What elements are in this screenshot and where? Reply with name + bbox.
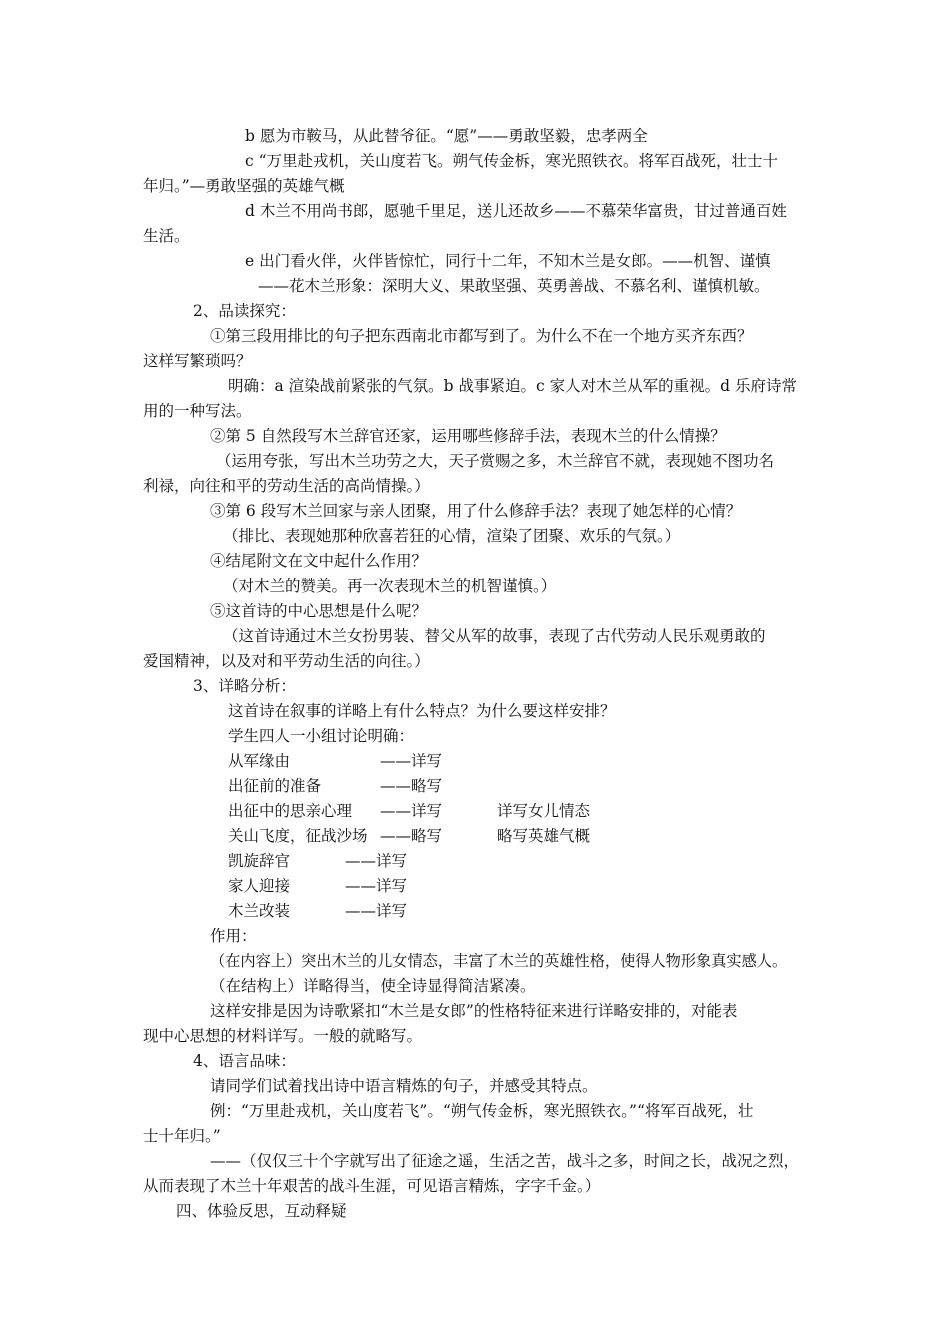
commentary-line-1: ——（仅仅三十个字就写出了征途之遥，生活之苦，战斗之多，时间之长，战况之烈， (210, 1152, 800, 1170)
analysis-item: 出征前的准备 (228, 777, 322, 795)
analysis-mark: ——详写 (345, 902, 408, 920)
analysis-mark: ——详写 (380, 752, 443, 770)
effect-structure: （在结构上）详略得当，使全诗显得简洁紧凑。 (210, 977, 536, 995)
analysis-item: 家人迎接 (228, 877, 291, 895)
question-1b: 这样写繁琐吗？ (143, 352, 252, 370)
question-5: ⑤这首诗的中心思想是什么呢？ (210, 602, 428, 620)
section-3-discussion: 学生四人一小组讨论明确： (228, 727, 415, 745)
section-4-question: 请同学们试着找出诗中语言精炼的句子，并感受其特点。 (210, 1077, 598, 1095)
answer-5b: 爱国精神，以及对和平劳动生活的向往。） (143, 652, 430, 670)
analysis-mark: ——详写 (380, 802, 443, 820)
analysis-note: 略写英雄气概 (497, 827, 591, 845)
line-e: e 出门看火伴，火伴皆惊忙，同行十二年，不知木兰是女郎。——机智、谨慎 (245, 252, 771, 270)
answer-1b: 用的一种写法。 (143, 402, 252, 420)
line-b: b 愿为市鞍马，从此替爷征。“愿”——勇敢坚毅，忠孝两全 (245, 127, 648, 145)
analysis-item: 关山飞度，征战沙场 (228, 827, 368, 845)
question-3: ③第 6 段写木兰回家与亲人团聚，用了什么修辞手法？表现了她怎样的心情？ (210, 502, 742, 520)
line-c1: c “万里赴戎机，关山度若飞。朔气传金柝，寒光照铁衣。将军百战死，壮士十 (245, 152, 779, 170)
answer-4: （对木兰的赞美。再一次表现木兰的机智谨慎。） (223, 577, 557, 595)
analysis-mark: ——略写 (380, 777, 443, 795)
section-3-question: 这首诗在叙事的详略上有什么特点？为什么要这样安排？ (228, 702, 616, 720)
part-4-heading: 四、体验反思，互动释疑 (176, 1202, 347, 1220)
question-2: ②第 5 自然段写木兰辞官还家，运用哪些修辞手法，表现木兰的什么情操？ (210, 427, 726, 445)
section-2-heading: 2、品读探究： (193, 302, 296, 320)
analysis-note: 详写女儿情态 (497, 802, 591, 820)
analysis-item: 木兰改装 (228, 902, 291, 920)
example-line-2: 士十年归。” (143, 1127, 221, 1145)
answer-1a: 明确：a 渲染战前紧张的气氛。b 战事紧迫。c 家人对木兰从军的重视。d 乐府诗常 (228, 377, 797, 395)
reason-line-1: 这样安排是因为诗歌紧扣“木兰是女郎”的性格特征来进行详略安排的，对能表 (210, 1002, 738, 1020)
answer-2a: （运用夸张，写出木兰功劳之大，天子赏赐之多，木兰辞官不就，表现她不图功名 (216, 452, 775, 470)
reason-line-2: 现中心思想的材料详写。一般的就略写。 (143, 1027, 423, 1045)
effect-content: （在内容上）突出木兰的儿女情态，丰富了木兰的英雄性格，使得人物形象真实感人。 (210, 952, 788, 970)
analysis-item: 凯旋辞官 (228, 852, 291, 870)
analysis-mark: ——略写 (380, 827, 443, 845)
analysis-mark: ——详写 (345, 852, 408, 870)
answer-3: （排比、表现她那种欣喜若狂的心情，渲染了团聚、欢乐的气氛。） (223, 527, 681, 545)
question-1a: ①第三段用排比的句子把东西南北市都写到了。为什么不在一个地方买齐东西？ (210, 327, 753, 345)
answer-5a: （这首诗通过木兰女扮男装、替父从军的故事，表现了古代劳动人民乐观勇敢的 (223, 627, 766, 645)
answer-2b: 利禄，向往和平的劳动生活的高尚情操。） (143, 477, 430, 495)
analysis-item: 出征中的思亲心理 (228, 802, 353, 820)
example-line-1: 例：“万里赴戎机，关山度若飞”。“朔气传金柝，寒光照铁衣。”“将军百战死，壮 (210, 1102, 754, 1120)
line-d1: d 木兰不用尚书郎，愿驰千里足，送儿还故乡——不慕荣华富贵，甘过普通百姓 (245, 202, 787, 220)
effect-label: 作用： (210, 927, 257, 945)
analysis-mark: ——详写 (345, 877, 408, 895)
question-4: ④结尾附文在文中起什么作用？ (210, 552, 428, 570)
section-4-heading: 4、语言品味： (193, 1052, 296, 1070)
line-summary: ——花木兰形象：深明大义、果敢坚强、英勇善战、不慕名利、谨慎机敏。 (258, 277, 770, 295)
analysis-item: 从军缘由 (228, 752, 291, 770)
line-c2: 年归。”—勇敢坚强的英雄气概 (143, 177, 345, 195)
commentary-line-2: 从而表现了木兰十年艰苦的战斗生涯，可见语言精炼，字字千金。） (143, 1177, 601, 1195)
line-d2: 生活。 (143, 227, 190, 245)
section-3-heading: 3、详略分析： (193, 677, 296, 695)
